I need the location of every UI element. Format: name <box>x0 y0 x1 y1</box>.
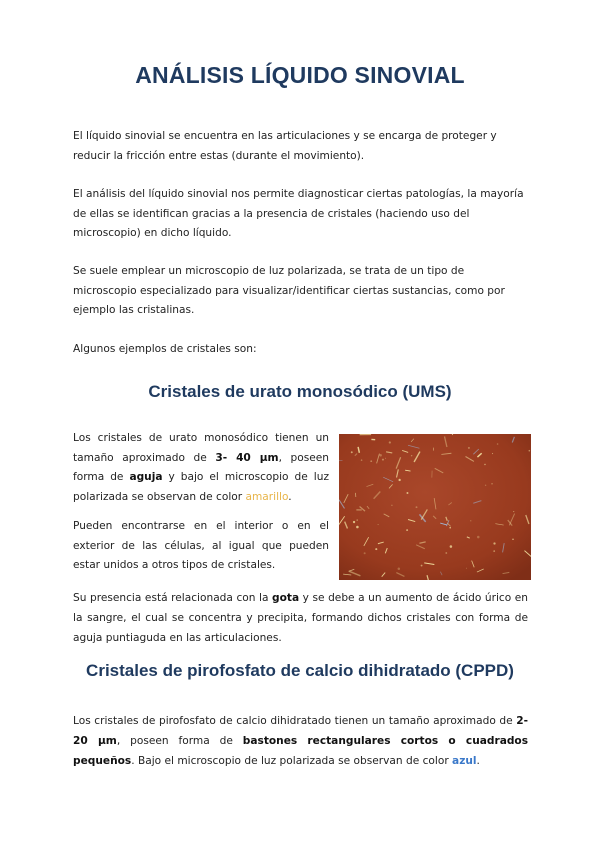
crystal-speck <box>492 453 493 454</box>
crystal-speck <box>351 451 353 453</box>
crystal-speck <box>497 443 499 445</box>
crystal-speck <box>529 450 531 452</box>
crystal-speck <box>379 454 382 457</box>
crystal-speck <box>449 527 451 529</box>
crystal-speck <box>356 526 359 529</box>
crystal-speck <box>416 506 418 508</box>
ums-p3-text-c: y se debe a un aumento de ácido úrico en la sangre, el cual se concentra y precipita, formando dichos cristales con forma de aguja puntiaguda en las articulaciones. <box>73 592 529 644</box>
crystal-speck <box>370 460 372 462</box>
crystal-speck <box>445 552 447 554</box>
crystal-speck <box>375 548 377 550</box>
cppd-p1-text-e: . <box>476 755 480 767</box>
ums-p3-text-a: Su presencia está relacionada con la <box>73 592 273 604</box>
ums-shape: aguja <box>129 471 163 483</box>
crystal-speck <box>477 536 480 539</box>
intro-paragraph-4: Algunos ejemplos de cristales son: <box>73 343 257 355</box>
crystal-speck <box>493 542 495 544</box>
crystal-speck <box>378 524 379 525</box>
crystal-speck <box>356 519 357 520</box>
cppd-p1-text-c: , poseen forma de <box>116 735 243 747</box>
ums-p1-text-d: y bajo el microscopio de luz polarizada se observan de color <box>73 471 329 503</box>
ums-paragraph-3 <box>73 588 528 648</box>
crystal-speck <box>512 539 514 541</box>
ums-p1-text-a: Los cristales de urato monosódico tienen un tamaño aproximado de <box>73 432 329 464</box>
page-title: ANÁLISIS LÍQUIDO SINOVIAL <box>135 62 465 88</box>
ums-gota: gota <box>272 592 300 604</box>
ums-microscope-image <box>339 434 531 580</box>
crystal-speck <box>466 568 467 569</box>
cppd-shape: bastones rectangulares cortos o cuadrados pequeños <box>73 735 529 767</box>
crystal-speck <box>468 447 470 449</box>
crystal-speck <box>385 458 386 459</box>
ums-paragraph-1 <box>73 429 329 507</box>
cppd-color-word: azul <box>452 755 477 767</box>
cppd-size: 2-20 µm <box>73 715 528 747</box>
ums-p1-text-e: . <box>288 490 292 503</box>
ums-crystals-micrograph <box>339 434 531 580</box>
crystal-speck <box>484 464 485 465</box>
cppd-p1-text-d: . Bajo el microscopio de luz polarizada se observan de color <box>131 755 453 767</box>
crystal-speck <box>398 479 400 481</box>
cppd-p1-text-a: Los cristales de pirofosfato de calcio dihidratado tienen un tamaño aproximado de <box>73 715 517 727</box>
ums-heading: Cristales de urato monosódico (UMS) <box>148 382 452 401</box>
ums-size: 3- 40 µm <box>215 451 279 464</box>
crystal-speck <box>353 521 355 523</box>
crystal-speck <box>389 441 391 443</box>
crystal-speck <box>382 459 384 461</box>
intro-paragraph-2: El análisis del líquido sinovial nos permite diagnosticar ciertas patologías, la mayoría de ellas se identifican gracias a la presencia de cristales (haciendo uso del microscopio) en dicho líquido. <box>73 188 524 239</box>
crystal-speck <box>364 552 366 554</box>
crystal-speck <box>470 459 471 460</box>
crystal-speck <box>391 505 392 506</box>
ums-p1-text-c: , poseen forma de <box>73 451 329 483</box>
crystal-speck <box>421 565 423 567</box>
crystal-speck <box>470 520 471 521</box>
crystal-speck <box>513 511 514 512</box>
ums-color-word: amarillo <box>245 490 289 503</box>
crystal-speck <box>485 485 486 486</box>
intro-paragraph-1: El líquido sinovial se encuentra en las articulaciones y se encarga de proteger y reducir la fricción entre estas (durante el movimiento). <box>73 130 497 162</box>
cppd-heading: Cristales de pirofosfato de calcio dihidratado (CPPD) <box>86 661 514 680</box>
crystal-speck <box>493 550 495 552</box>
crystal-speck <box>411 455 412 456</box>
ums-paragraph-2: Pueden encontrarse en el interior o en el exterior de las células, al igual que pueden estar unidos a otros tipos de cristales. <box>73 520 329 571</box>
intro-paragraph-3: Se suele emplear un microscopio de luz polarizada, se trata de un tipo de microscopio especializado para visualizar/identificar ciertas sustancias, como por ejemplo las cristalinas. <box>73 265 505 316</box>
crystal-speck <box>406 492 408 494</box>
crystal-speck <box>398 567 401 570</box>
crystal-speck <box>491 483 493 485</box>
cppd-paragraph-1 <box>73 711 528 771</box>
crystal-speck <box>361 459 363 461</box>
crystal-speck <box>406 529 408 531</box>
crystal-speck <box>450 545 453 548</box>
